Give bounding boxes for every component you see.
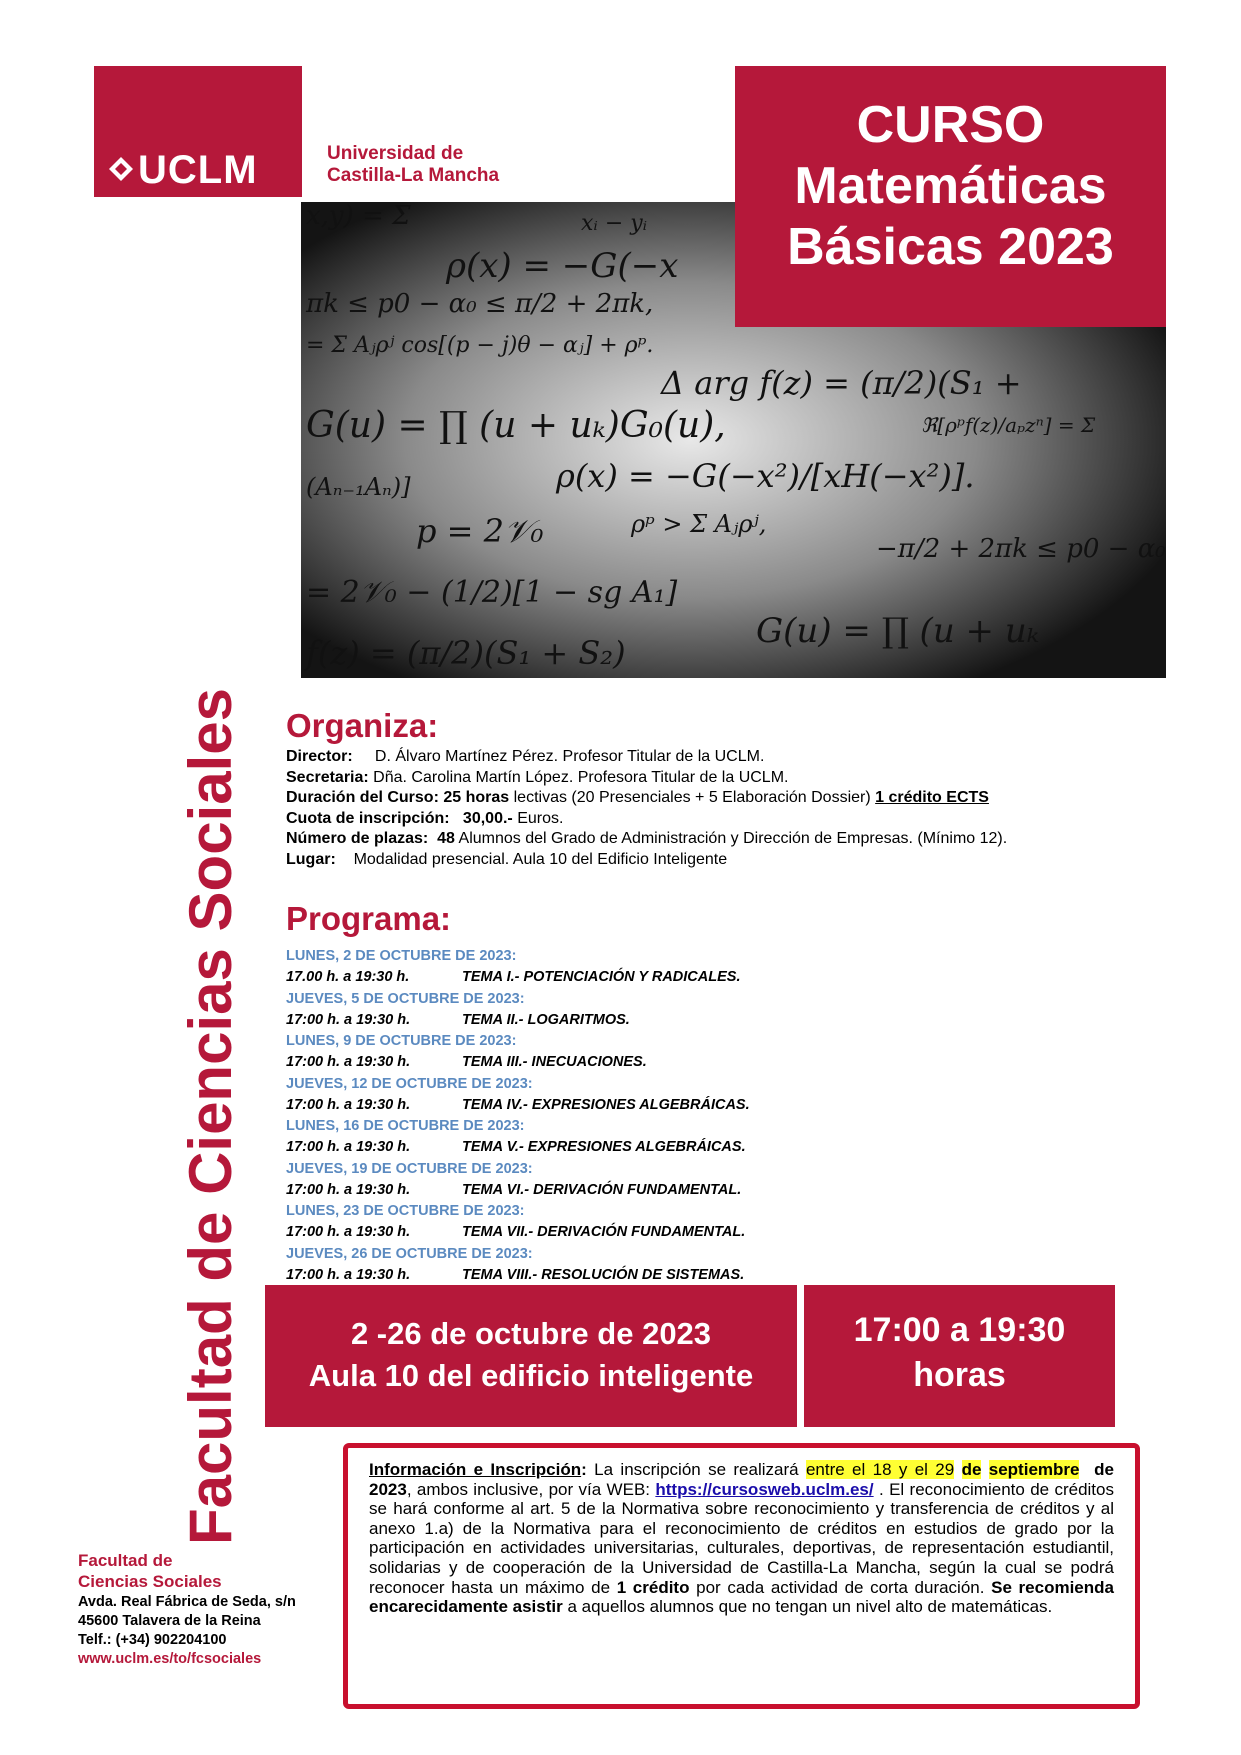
svg-text:p = 2𝒱₀: p = 2𝒱₀ (416, 512, 544, 550)
session-row: 17:00 h. a 19:30 h. TEMA III.- INECUACIONES. (286, 1054, 647, 1071)
session-date: LUNES, 16 DE OCTUBRE DE 2023: (286, 1118, 525, 1134)
svg-text:ρ(x) = −G(−x: ρ(x) = −G(−x (446, 246, 679, 286)
plazas-row: Número de plazas: 48 Alumnos del Grado de Administración y Dirección de Empresas. (Mínimo 12). (286, 830, 1008, 847)
svg-text:−π/2 + 2πk ≤ p0 − α₀: −π/2 + 2πk ≤ p0 − α₀ (876, 534, 1166, 564)
title-line1: CURSO (856, 96, 1045, 154)
organiza-heading: Organiza: (286, 707, 439, 744)
svg-text:f(z) = (π/2)(S₁ + S₂): f(z) = (π/2)(S₁ + S₂) (306, 634, 626, 672)
svg-text:G(u) = ∏ (u + uₖ)G₀(u),: G(u) = ∏ (u + uₖ)G₀(u), (306, 405, 726, 446)
course-title-box (735, 66, 1166, 327)
address-line2: 45600 Talavera de la Reina (78, 1613, 261, 1629)
director-row: Director: D. Álvaro Martínez Pérez. Profesor Titular de la UCLM. (286, 748, 765, 765)
session-date: JUEVES, 19 DE OCTUBRE DE 2023: (286, 1160, 533, 1177)
university-line2: Castilla-La Mancha (327, 165, 500, 186)
phone-number: Telf.: (+34) 902204100 (78, 1632, 227, 1648)
dates-location-banner (265, 1285, 797, 1427)
svg-text:ρᵖ > Σ Aⱼρʲ,: ρᵖ > Σ Aⱼρʲ, (631, 510, 767, 538)
session-row: 17:00 h. a 19:30 h. TEMA VI.- DERIVACIÓN FUNDAMENTAL. (286, 1181, 742, 1198)
session-date: JUEVES, 5 DE OCTUBRE DE 2023: (286, 990, 525, 1007)
svg-text:= Σ Aⱼρʲ cos[(p − j)θ − αⱼ] +: = Σ Aⱼρʲ cos[(p − j)θ − αⱼ] + ρᵖ. (306, 333, 654, 358)
svg-text:G(u) = ∏ (u + uₖ: G(u) = ∏ (u + uₖ (756, 611, 1040, 651)
session-date: JUEVES, 26 DE OCTUBRE DE 2023: (286, 1245, 533, 1262)
svg-text:xᵢ − yᵢ: xᵢ − yᵢ (581, 211, 648, 236)
svg-text:(Aₙ₋₁Aₙ)]: (Aₙ₋₁Aₙ)] (306, 473, 411, 501)
university-name (327, 143, 499, 187)
session-date: LUNES, 9 DE OCTUBRE DE 2023: (286, 1033, 517, 1049)
banner-time: 17:00 a 19:30 (853, 1311, 1066, 1349)
cuota-row: Cuota de inscripción: 30,00.- Euros. (286, 809, 564, 827)
session-date: LUNES, 23 DE OCTUBRE DE 2023: (286, 1203, 525, 1219)
registration-link[interactable]: https://cursosweb.uclm.es/ (655, 1479, 874, 1499)
logo-text: UCLM (138, 148, 258, 192)
lugar-row: Lugar: Modalidad presencial. Aula 10 del Edificio Inteligente (286, 850, 728, 868)
svg-text:πk ≤ p0 − α₀ ≤ π/2 + 2πk,: πk ≤ p0 − α₀ ≤ π/2 + 2πk, (306, 289, 654, 319)
faculty-contact (78, 1550, 296, 1669)
svg-text:x,y) = Σ: x,y) = Σ (306, 202, 411, 231)
svg-text:ℜ[ρᵖf(z)/aₚzⁿ] = Σ: ℜ[ρᵖf(z)/aₚzⁿ] = Σ (921, 413, 1096, 437)
banner-location: Aula 10 del edificio inteligente (308, 1358, 754, 1393)
session-date: LUNES, 2 DE OCTUBRE DE 2023: (286, 948, 517, 964)
hours-banner (804, 1285, 1115, 1427)
session-row: 17:00 h. a 19:30 h. TEMA II.- LOGARITMOS. (286, 1011, 630, 1028)
svg-text:Δ arg f(z) = (π/2)(S₁ +: Δ arg f(z) = (π/2)(S₁ + (661, 364, 1022, 402)
programa-schedule (286, 946, 750, 1286)
session-row: 17:00 h. a 19:30 h. TEMA IV.- EXPRESIONES ALGEBRÁICAS. (286, 1096, 750, 1113)
programa-heading: Programa: (286, 900, 452, 937)
banner-hours-label: horas (913, 1356, 1006, 1394)
title-line3: Básicas 2023 (787, 218, 1114, 276)
faculty-name-line2: Ciencias Sociales (78, 1572, 222, 1591)
info-text: Información e Inscripción: La inscripción se realizará entre el 18 y el 29 de septiembre de 2023, ambos inclusive, por vía WEB: https://cursosweb.uclm.es/ . El reconocimiento de créditos se hará conforme al art. 5 de la Normativa sobre reconocimiento y transferencia de créditos y al anexo 1.a) de la Normativa para el reconocimiento de créditos en estudios de grado por la participación en actividades universitarias, culturales, deportivas, de representación estudiantil, solidarias y de cooperación de la Universidad de Castilla-La Mancha, según la cual se podrá reconocer hasta un máximo de 1 crédito por cada actividad de corta duración. Se recomienda encarecidamente asistir a aquellos alumnos que no tengan un nivel alto de matemáticas. (369, 1460, 1115, 1617)
duracion-row: Duración del Curso: 25 horas lectivas (20 Presenciales + 5 Elaboración Dossier) 1 crédito ECTS (286, 789, 989, 806)
session-row: 17:00 h. a 19:30 h. TEMA VIII.- RESOLUCIÓN DE SISTEMAS. (286, 1266, 745, 1283)
title-line2: Matemáticas (794, 157, 1107, 215)
university-line1: Universidad de (327, 143, 464, 164)
session-date: JUEVES, 12 DE OCTUBRE DE 2023: (286, 1075, 533, 1092)
address-line1: Avda. Real Fábrica de Seda, s/n (78, 1594, 296, 1610)
svg-text:ρ(x) = −G(−x²)/[xH(−x²)].: ρ(x) = −G(−x²)/[xH(−x²)]. (556, 457, 975, 495)
session-row: 17:00 h. a 19:30 h. TEMA V.- EXPRESIONES ALGEBRÁICAS. (286, 1139, 746, 1156)
vertical-faculty-title: Facultad de Ciencias Sociales (177, 687, 244, 1545)
faculty-website-link[interactable]: www.uclm.es/to/fcsociales (78, 1651, 262, 1667)
session-row: 17.00 h. a 19:30 h. TEMA I.- POTENCIACIÓN Y RADICALES. (286, 969, 741, 986)
secretaria-row: Secretaria: Dña. Carolina Martín López. Profesora Titular de la UCLM. (286, 768, 789, 786)
banner-dates: 2 -26 de octubre de 2023 (350, 1316, 712, 1351)
faculty-name-line1: Facultad de (78, 1551, 173, 1570)
svg-text:= 2𝒱₀ − (1/2)[1 − sg A₁]: = 2𝒱₀ − (1/2)[1 − sg A₁] (306, 575, 678, 610)
organiza-details (286, 747, 1007, 870)
session-row: 17:00 h. a 19:30 h. TEMA VII.- DERIVACIÓN FUNDAMENTAL. (286, 1224, 746, 1241)
castle-icon (106, 154, 136, 184)
